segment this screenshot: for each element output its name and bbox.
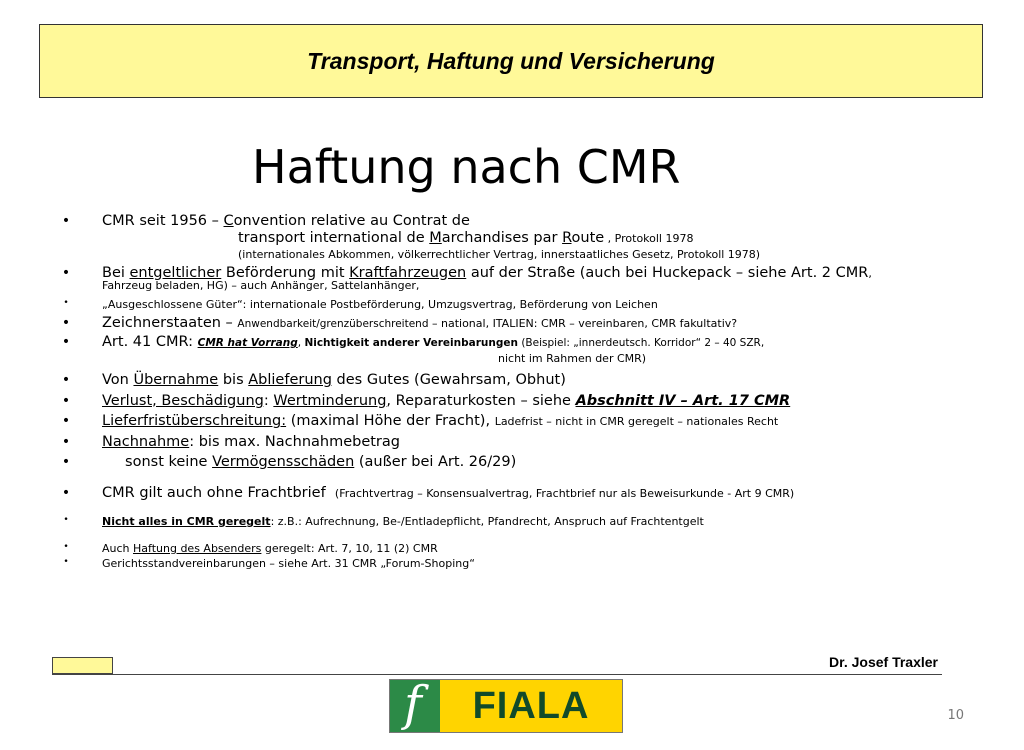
bullet-lieferfrist: • Lieferfristüberschreitung: (maximal Höhe der Fracht), Ladefrist – nicht in CMR geregelt – nationales Recht (61, 413, 779, 430)
slide-title: Haftung nach CMR (252, 140, 681, 194)
footer-divider (52, 674, 942, 675)
bullet-absender: • Auch Haftung des Absenders geregelt: Art. 7, 10, 11 (2) CMR (60, 542, 960, 555)
bullet-dot: • (63, 541, 69, 552)
bullet-gerichtsstand: • Gerichtsstandvereinbarungen – siehe Art. 31 CMR „Forum-Shoping“ (60, 557, 960, 570)
bullet-uebernahme: • Von Übernahme bis Ablieferung des Gutes (Gewahrsam, Obhut) (61, 372, 566, 389)
bullet-befoerderung-line2: Fahrzeug beladen, HG) – auch Anhänger, Sattelanhänger, (102, 279, 420, 293)
bullet-ohne-frachtbrief: • CMR gilt auch ohne Frachtbrief (Frachtvertrag – Konsensualvertrag, Frachtbrief nur als Beweisurkunde - Art 9 CMR) (61, 485, 795, 502)
bullet-dot: • (61, 413, 71, 430)
bullet-dot: • (61, 485, 71, 502)
bullet-dot: • (61, 334, 71, 351)
bullet-befoerderung: • Bei entgeltlicher Beförderung mit Kraftfahrzeugen auf der Straße (auch bei Huckepack – siehe Art. 2 CMR, (61, 264, 872, 281)
bullet-dot: • (61, 264, 71, 281)
bullet-sonst: • sonst keine Vermögensschäden (außer bei Art. 26/29) (61, 453, 517, 470)
bullet-cmr-note: (internationales Abkommen, völkerrechtlicher Vertrag, innerstaatliches Gesetz, Protokoll 1978) (238, 247, 761, 261)
bullet-dot: • (63, 557, 69, 568)
header-banner (39, 24, 983, 98)
bullet-nachnahme: • Nachnahme: bis max. Nachnahmebetrag (61, 433, 400, 450)
bullet-dot: • (63, 514, 69, 525)
author-name: Dr. Josef Traxler (829, 654, 938, 670)
header-title: Transport, Haftung und Versicherung (307, 47, 715, 74)
bullet-art41-line2: nicht im Rahmen der CMR) (498, 351, 647, 365)
logo-wordmark: FIALA (440, 680, 622, 732)
bullet-ausgeschlossen: • „Ausgeschlossene Güter“: internationale Postbeförderung, Umzugsvertrag, Beförderung von Leichen (60, 298, 960, 311)
page-number: 10 (947, 708, 964, 723)
bullet-dot: • (61, 314, 71, 331)
bullet-zeichnerstaaten: • Zeichnerstaaten – Anwendbarkeit/grenzüberschreitend – national, ITALIEN: CMR – vereinbaren, CMR fakultativ? (61, 314, 738, 331)
bullet-dot: • (61, 433, 71, 450)
footer-box (52, 657, 113, 674)
bullet-dot: • (61, 372, 71, 389)
bullet-list (60, 213, 960, 570)
bullet-dot: • (61, 392, 71, 409)
bullet-dot: • (61, 453, 71, 470)
abschnitt-iv-link[interactable]: Abschnitt IV – Art. 17 CMR (575, 392, 791, 409)
bullet-cmr-line2: transport international de Marchandises par Route , Protokoll 1978 (238, 230, 694, 247)
bullet-dot: • (61, 213, 71, 229)
logo-mark-icon: f (390, 680, 440, 732)
bullet-art41: • Art. 41 CMR: CMR hat Vorrang, Nichtigkeit anderer Vereinbarungen (Beispiel: „innerdeutsch. Korridor“ 2 – 40 SZR, (61, 334, 765, 351)
bullet-cmr: • CMR seit 1956 – Convention relative au Contrat de (61, 213, 470, 229)
bullet-nicht-geregelt: • Nicht alles in CMR geregelt: z.B.: Aufrechnung, Be-/Entladepflicht, Pfandrecht, Anspruch auf Frachtentgelt (60, 515, 960, 528)
bullet-dot: • (63, 297, 69, 308)
fiala-logo (389, 679, 623, 733)
bullet-verlust: • Verlust, Beschädigung: Wertminderung, Reparaturkosten – siehe Abschnitt IV – Art. 17 CMR (61, 392, 791, 409)
